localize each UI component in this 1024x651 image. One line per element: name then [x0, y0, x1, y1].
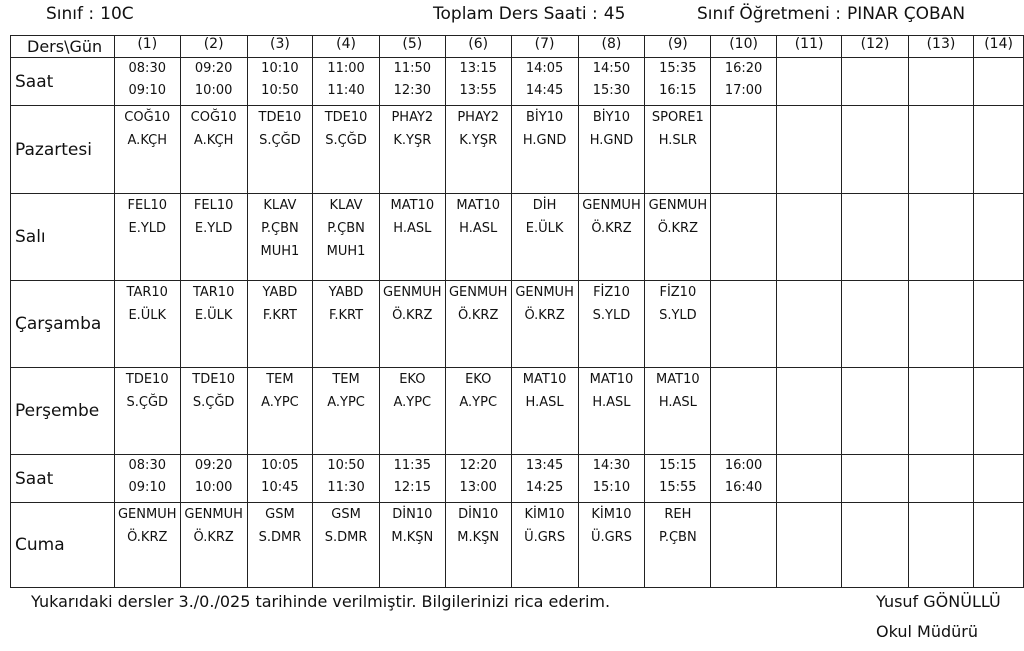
lesson-code: GENMUH — [515, 285, 574, 300]
period-start: 09:20 — [194, 61, 233, 76]
teacher-code: A.YPC — [327, 395, 365, 410]
time-cell — [711, 58, 777, 106]
footer-note: Yukarıdaki dersler 3./0./025 tarihinde verilmiştir. Bilgilerinizi rica ederim. — [31, 592, 611, 611]
time-cell — [711, 455, 777, 503]
teacher-code: S.YLD — [659, 308, 697, 323]
period-start: 14:05 — [525, 61, 564, 76]
teacher-code: H.GND — [522, 133, 567, 148]
time-row — [11, 455, 1024, 503]
period-end: 10:45 — [261, 480, 299, 495]
period-start: 13:45 — [525, 458, 564, 473]
teacher-code: H.ASL — [393, 221, 432, 236]
teacher-code: S.YLD — [592, 308, 631, 323]
day-name: Cuma — [11, 503, 115, 588]
lesson-code: YABD — [328, 285, 364, 300]
time-cell — [114, 58, 180, 106]
period-start: 10:10 — [261, 61, 299, 76]
period-start: 10:05 — [261, 458, 299, 473]
period-number: (6) — [445, 36, 511, 58]
teacher-code: S.DMR — [324, 530, 368, 545]
lesson-cell — [247, 194, 313, 281]
teacher-code: P.ÇBN — [659, 530, 697, 545]
lesson-code: PHAY2 — [391, 110, 434, 125]
period-end: 14:45 — [525, 83, 564, 98]
period-end: 10:00 — [194, 83, 233, 98]
lesson-cell — [645, 194, 711, 281]
period-start: 08:30 — [128, 61, 166, 76]
period-number: (13) — [908, 36, 973, 58]
period-number: (12) — [842, 36, 908, 58]
lesson-code: TDE10 — [324, 110, 368, 125]
lesson-cell — [247, 368, 313, 455]
teacher-code: F.KRT — [329, 308, 364, 323]
time-cell — [379, 455, 445, 503]
teacher-code: A.KÇH — [127, 133, 167, 148]
teacher-code: Ö.KRZ — [524, 308, 565, 323]
day-row — [11, 106, 1024, 194]
time-cell — [445, 58, 511, 106]
class-teacher-info — [697, 4, 965, 24]
lesson-cell — [114, 106, 180, 194]
period-number: (3) — [247, 36, 313, 58]
day-row — [11, 368, 1024, 455]
period-number: (2) — [180, 36, 247, 58]
lesson-code: TDE10 — [192, 372, 235, 387]
lesson-code: DİH — [532, 198, 557, 213]
time-cell — [776, 58, 841, 106]
period-start: 14:50 — [592, 61, 631, 76]
period-start: 11:35 — [393, 458, 432, 473]
teacher-code: E.ÜLK — [194, 308, 233, 323]
lesson-cell — [180, 194, 247, 281]
lesson-cell — [180, 106, 247, 194]
lesson-cell — [313, 106, 380, 194]
principal-title: Okul Müdürü — [876, 622, 978, 641]
lesson-cell — [645, 503, 711, 588]
day-name: Pazartesi — [11, 106, 115, 194]
timetable — [10, 35, 1024, 588]
lesson-group: MUH1 — [326, 244, 366, 259]
lesson-cell — [511, 281, 578, 368]
time-cell — [511, 58, 578, 106]
time-cell — [842, 455, 908, 503]
teacher-code: H.ASL — [459, 221, 498, 236]
teacher-code: H.SLR — [658, 133, 697, 148]
lesson-cell — [645, 106, 711, 194]
teacher-code: M.KŞN — [391, 530, 434, 545]
lesson-cell — [578, 368, 645, 455]
period-end: 11:30 — [327, 480, 365, 495]
lesson-code: MAT10 — [589, 372, 634, 387]
time-cell — [313, 455, 380, 503]
time-cell — [974, 455, 1024, 503]
period-number: (7) — [511, 36, 578, 58]
lesson-cell — [445, 281, 511, 368]
period-start: 10:50 — [327, 458, 365, 473]
lesson-code: KİM10 — [591, 507, 632, 522]
lesson-cell — [247, 503, 313, 588]
lesson-code: PHAY2 — [457, 110, 500, 125]
time-cell — [578, 58, 645, 106]
lesson-cell — [974, 194, 1024, 281]
teacher-code: Ü.GRS — [590, 530, 632, 545]
lesson-code: BİY10 — [525, 110, 564, 125]
teacher-code: K.YŞR — [393, 133, 432, 148]
lesson-cell — [511, 503, 578, 588]
day-row — [11, 503, 1024, 588]
period-start: 08:30 — [128, 458, 166, 473]
teacher-code: Ö.KRZ — [392, 308, 433, 323]
teacher-code: H.ASL — [592, 395, 631, 410]
period-start: 15:15 — [659, 458, 697, 473]
lesson-cell — [379, 503, 445, 588]
lesson-code: SPORE1 — [651, 110, 704, 125]
period-number: (8) — [578, 36, 645, 58]
time-cell — [578, 455, 645, 503]
lesson-code: TDE10 — [258, 110, 302, 125]
lesson-cell — [842, 194, 908, 281]
period-start: 12:20 — [459, 458, 497, 473]
corner-cell: Ders\Gün — [11, 36, 115, 58]
lesson-cell — [842, 368, 908, 455]
lesson-code: FEL10 — [127, 198, 167, 213]
lesson-cell — [842, 503, 908, 588]
period-end: 16:15 — [659, 83, 697, 98]
lesson-code: EKO — [399, 372, 426, 387]
period-start: 11:00 — [327, 61, 365, 76]
lesson-cell — [247, 281, 313, 368]
lesson-cell — [511, 368, 578, 455]
lesson-code: GENMUH — [383, 285, 442, 300]
teacher-code: Ö.KRZ — [193, 530, 234, 545]
lesson-code: GSM — [265, 507, 295, 522]
lesson-code: COĞ10 — [124, 110, 171, 125]
lesson-cell — [908, 503, 973, 588]
teacher-code: E.ÜLK — [525, 221, 564, 236]
lesson-code: TAR10 — [126, 285, 168, 300]
lesson-cell — [908, 281, 973, 368]
period-start: 16:00 — [724, 458, 763, 473]
class-value: 10C — [100, 4, 134, 24]
day-row — [11, 194, 1024, 281]
time-cell — [908, 455, 973, 503]
lesson-cell — [711, 368, 777, 455]
period-start: 11:50 — [393, 61, 432, 76]
lesson-code: EKO — [465, 372, 492, 387]
lesson-cell — [379, 194, 445, 281]
lesson-cell — [776, 368, 841, 455]
teacher-code: A.YPC — [459, 395, 498, 410]
lesson-cell — [776, 194, 841, 281]
period-end: 14:25 — [525, 480, 564, 495]
lesson-code: DİN10 — [392, 507, 433, 522]
period-start: 16:20 — [724, 61, 763, 76]
period-end: 10:50 — [261, 83, 299, 98]
lesson-cell — [578, 106, 645, 194]
teacher-code: A.YPC — [393, 395, 432, 410]
lesson-code: KLAV — [329, 198, 363, 213]
time-cell — [180, 455, 247, 503]
lesson-code: YABD — [262, 285, 298, 300]
period-start: 14:30 — [592, 458, 631, 473]
lesson-cell — [445, 503, 511, 588]
lesson-cell — [711, 503, 777, 588]
time-cell — [908, 58, 973, 106]
period-end: 15:55 — [659, 480, 697, 495]
period-number: (1) — [114, 36, 180, 58]
teacher-code: E.YLD — [128, 221, 167, 236]
total-hours-value: 45 — [603, 4, 626, 24]
period-number: (10) — [711, 36, 777, 58]
lesson-code: FİZ10 — [659, 285, 697, 300]
lesson-cell — [379, 106, 445, 194]
time-cell — [974, 58, 1024, 106]
lesson-cell — [114, 281, 180, 368]
lesson-code: MAT10 — [456, 198, 500, 213]
teacher-code: F.KRT — [262, 308, 297, 323]
teacher-code: P.ÇBN — [327, 221, 365, 236]
lesson-code: MAT10 — [390, 198, 435, 213]
class-teacher-value: PINAR ÇOBAN — [846, 4, 966, 24]
lesson-group: MUH1 — [260, 244, 300, 259]
lesson-code: REH — [664, 507, 692, 522]
teacher-code: Ö.KRZ — [458, 308, 499, 323]
total-hours-info — [433, 4, 625, 24]
time-cell — [645, 455, 711, 503]
lesson-cell — [842, 281, 908, 368]
lesson-cell — [445, 106, 511, 194]
lesson-cell — [180, 281, 247, 368]
period-end: 15:30 — [592, 83, 631, 98]
lesson-code: TEM — [266, 372, 294, 387]
class-label: Sınıf : — [46, 4, 95, 24]
lesson-cell — [180, 503, 247, 588]
lesson-code: MAT10 — [656, 372, 700, 387]
time-cell — [247, 58, 313, 106]
lesson-code: GENMUH — [117, 507, 177, 522]
lesson-cell — [645, 281, 711, 368]
lesson-cell — [114, 503, 180, 588]
lesson-cell — [114, 194, 180, 281]
lesson-cell — [578, 194, 645, 281]
lesson-code: GSM — [331, 507, 361, 522]
time-cell — [247, 455, 313, 503]
teacher-code: H.ASL — [525, 395, 564, 410]
teacher-code: H.GND — [589, 133, 634, 148]
period-end: 09:10 — [128, 480, 166, 495]
lesson-cell — [974, 368, 1024, 455]
time-cell — [645, 58, 711, 106]
day-row — [11, 281, 1024, 368]
teacher-code: E.ÜLK — [128, 308, 167, 323]
header-row — [11, 36, 1024, 58]
teacher-code: S.DMR — [258, 530, 302, 545]
lesson-code: GENMUH — [448, 285, 508, 300]
lesson-code: GENMUH — [582, 198, 641, 213]
lesson-code: MAT10 — [522, 372, 567, 387]
lesson-cell — [908, 106, 973, 194]
lesson-code: TDE10 — [125, 372, 169, 387]
teacher-code: S.ÇĞD — [325, 133, 367, 148]
time-cell — [114, 455, 180, 503]
lesson-cell — [711, 106, 777, 194]
time-cell — [445, 455, 511, 503]
lesson-cell — [379, 281, 445, 368]
period-end: 09:10 — [128, 83, 166, 98]
period-end: 13:00 — [459, 480, 497, 495]
teacher-code: K.YŞR — [459, 133, 498, 148]
lesson-cell — [445, 194, 511, 281]
period-end: 16:40 — [724, 480, 763, 495]
lesson-cell — [313, 503, 380, 588]
time-row-label: Saat — [11, 58, 115, 106]
teacher-code: S.ÇĞD — [126, 395, 169, 410]
period-start: 09:20 — [194, 458, 233, 473]
lesson-code: COĞ10 — [190, 110, 237, 125]
lesson-cell — [711, 281, 777, 368]
time-cell — [511, 455, 578, 503]
lesson-cell — [974, 281, 1024, 368]
lesson-cell — [908, 194, 973, 281]
teacher-code: Ü.GRS — [524, 530, 566, 545]
lesson-code: FEL10 — [193, 198, 234, 213]
lesson-code: GENMUH — [184, 507, 243, 522]
day-name: Salı — [11, 194, 115, 281]
lesson-code: TEM — [332, 372, 360, 387]
lesson-cell — [711, 194, 777, 281]
lesson-cell — [578, 503, 645, 588]
time-row-label: Saat — [11, 455, 115, 503]
teacher-code: Ö.KRZ — [127, 530, 168, 545]
period-start: 13:15 — [459, 61, 497, 76]
lesson-cell — [114, 368, 180, 455]
period-number: (14) — [974, 36, 1024, 58]
lesson-cell — [379, 368, 445, 455]
teacher-code: S.ÇĞD — [259, 133, 301, 148]
lesson-code: DİN10 — [458, 507, 499, 522]
total-hours-label: Toplam Ders Saati : — [433, 4, 598, 24]
period-start: 15:35 — [659, 61, 697, 76]
time-row — [11, 58, 1024, 106]
time-cell — [180, 58, 247, 106]
period-number: (5) — [379, 36, 445, 58]
lesson-cell — [578, 281, 645, 368]
lesson-cell — [974, 106, 1024, 194]
lesson-cell — [776, 106, 841, 194]
teacher-code: P.ÇBN — [261, 221, 299, 236]
day-name: Perşembe — [11, 368, 115, 455]
period-number: (9) — [645, 36, 711, 58]
time-cell — [842, 58, 908, 106]
period-number: (11) — [776, 36, 841, 58]
period-end: 15:10 — [592, 480, 631, 495]
class-teacher-label: Sınıf Öğretmeni : — [697, 4, 841, 24]
period-number: (4) — [313, 36, 380, 58]
lesson-cell — [974, 503, 1024, 588]
lesson-cell — [776, 281, 841, 368]
lesson-cell — [511, 106, 578, 194]
lesson-cell — [776, 503, 841, 588]
lesson-cell — [313, 194, 380, 281]
teacher-code: A.KÇH — [193, 133, 234, 148]
teacher-code: Ö.KRZ — [657, 221, 698, 236]
time-cell — [776, 455, 841, 503]
lesson-cell — [180, 368, 247, 455]
class-info — [46, 4, 134, 24]
lesson-cell — [645, 368, 711, 455]
period-end: 12:30 — [393, 83, 432, 98]
lesson-code: GENMUH — [648, 198, 708, 213]
lesson-cell — [511, 194, 578, 281]
lesson-cell — [313, 281, 380, 368]
lesson-code: KLAV — [263, 198, 297, 213]
time-cell — [313, 58, 380, 106]
period-end: 11:40 — [327, 83, 365, 98]
lesson-cell — [313, 368, 380, 455]
lesson-code: KİM10 — [524, 507, 565, 522]
teacher-code: S.ÇĞD — [192, 395, 235, 410]
teacher-code: E.YLD — [194, 221, 233, 236]
principal-name: Yusuf GÖNÜLLÜ — [876, 592, 1001, 611]
period-end: 12:15 — [393, 480, 432, 495]
lesson-cell — [445, 368, 511, 455]
teacher-code: H.ASL — [658, 395, 697, 410]
time-cell — [379, 58, 445, 106]
lesson-cell — [247, 106, 313, 194]
period-end: 13:55 — [459, 83, 497, 98]
period-end: 10:00 — [194, 480, 233, 495]
lesson-code: TAR10 — [192, 285, 235, 300]
lesson-code: FİZ10 — [593, 285, 630, 300]
lesson-cell — [908, 368, 973, 455]
teacher-code: Ö.KRZ — [591, 221, 632, 236]
lesson-cell — [842, 106, 908, 194]
teacher-code: M.KŞN — [457, 530, 500, 545]
lesson-code: BİY10 — [592, 110, 631, 125]
day-name: Çarşamba — [11, 281, 115, 368]
period-end: 17:00 — [724, 83, 763, 98]
teacher-code: A.YPC — [261, 395, 299, 410]
